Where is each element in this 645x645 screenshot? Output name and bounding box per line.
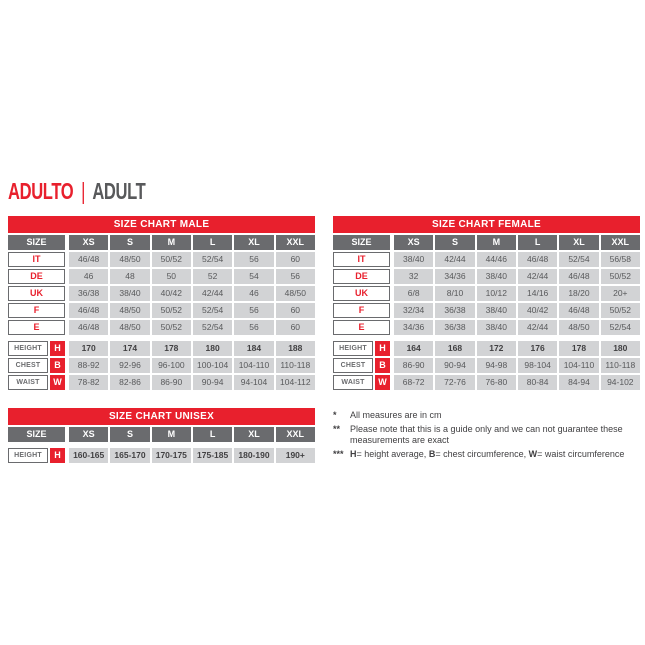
footnote-marker: *** — [333, 448, 344, 459]
size-region-label: DE — [8, 269, 65, 284]
page-title-secondary: ADULT — [92, 178, 146, 204]
size-value: 48/50 — [110, 303, 149, 318]
footnote-text: H= height average, B= chest circumference, W= waist circumference — [350, 448, 625, 459]
measure-value: 188 — [276, 341, 315, 356]
size-region-label: DE — [333, 269, 390, 284]
measure-value: 94-104 — [234, 375, 273, 390]
measure-label: WAIST — [8, 375, 48, 390]
size-value: 48/50 — [559, 320, 598, 335]
measure-value: 104-110 — [234, 358, 273, 373]
size-value: 38/40 — [477, 320, 516, 335]
size-row-de — [333, 269, 640, 284]
column-header-l: L — [193, 235, 232, 250]
column-header-s: S — [110, 427, 149, 442]
size-value: 50/52 — [601, 303, 640, 318]
column-header-s: S — [435, 235, 474, 250]
page-title — [8, 178, 145, 205]
measure-value: 174 — [110, 341, 149, 356]
measure-value: 160-165 — [69, 448, 108, 463]
size-row-e — [333, 320, 640, 335]
size-value: 20+ — [601, 286, 640, 301]
measure-value: 104-110 — [559, 358, 598, 373]
measure-badge-h: H — [50, 448, 65, 463]
measure-value: 86-90 — [152, 375, 191, 390]
size-value: 10/12 — [477, 286, 516, 301]
measure-label-group — [333, 375, 390, 390]
column-header-l: L — [518, 235, 557, 250]
size-value: 50 — [152, 269, 191, 284]
measure-value: 88-92 — [69, 358, 108, 373]
column-header-l: L — [193, 427, 232, 442]
size-value: 46/48 — [559, 269, 598, 284]
size-value: 56 — [234, 252, 273, 267]
measure-value: 76-80 — [477, 375, 516, 390]
size-value: 50/52 — [152, 252, 191, 267]
size-region-label: E — [8, 320, 65, 335]
measure-value: 170-175 — [152, 448, 191, 463]
footnotes — [333, 410, 643, 462]
measure-badge-b: B — [375, 358, 390, 373]
size-chart-female-table — [333, 216, 640, 390]
size-row-f — [333, 303, 640, 318]
size-region-label: F — [333, 303, 390, 318]
size-chart-male-table — [8, 216, 315, 390]
measure-value: 90-94 — [435, 358, 474, 373]
measure-label: WAIST — [333, 375, 373, 390]
size-value: 52/54 — [193, 320, 232, 335]
size-value: 14/16 — [518, 286, 557, 301]
measure-value: 72-76 — [435, 375, 474, 390]
measure-value: 94-102 — [601, 375, 640, 390]
measure-label: HEIGHT — [8, 341, 48, 356]
size-region-label: UK — [8, 286, 65, 301]
size-value: 50/52 — [152, 303, 191, 318]
measure-badge-b: B — [50, 358, 65, 373]
size-value: 36/38 — [435, 320, 474, 335]
measure-value: 110-118 — [601, 358, 640, 373]
footnote-guide-only — [333, 424, 643, 447]
size-row-uk — [8, 286, 315, 301]
measure-value: 190+ — [276, 448, 315, 463]
size-value: 48/50 — [276, 286, 315, 301]
size-value: 46/48 — [559, 303, 598, 318]
footnote-marker: ** — [333, 423, 341, 434]
size-value: 38/40 — [477, 269, 516, 284]
measure-label-group — [8, 448, 65, 463]
measure-value: 165-170 — [110, 448, 149, 463]
measure-badge-w: W — [50, 375, 65, 390]
measure-row-height — [333, 341, 640, 356]
column-header-xs: XS — [69, 235, 108, 250]
column-header-m: M — [152, 235, 191, 250]
size-region-label: F — [8, 303, 65, 318]
column-header-xs: XS — [394, 235, 433, 250]
measure-row-chest — [333, 358, 640, 373]
measure-value: 110-118 — [276, 358, 315, 373]
measure-badge-h: H — [50, 341, 65, 356]
size-value: 56/58 — [601, 252, 640, 267]
size-value: 32 — [394, 269, 433, 284]
column-header-xxl: XXL — [276, 235, 315, 250]
measure-value: 100-104 — [193, 358, 232, 373]
male-header-row — [8, 235, 315, 250]
measure-value: 180 — [601, 341, 640, 356]
size-region-label: IT — [8, 252, 65, 267]
size-value: 60 — [276, 252, 315, 267]
size-value: 42/44 — [193, 286, 232, 301]
footnote-text: Please note that this is a guide only and we can not guarantee these measurements are exact — [350, 423, 623, 445]
measure-value: 178 — [559, 341, 598, 356]
column-header-xl: XL — [559, 235, 598, 250]
measure-row-chest — [8, 358, 315, 373]
size-value: 40/42 — [152, 286, 191, 301]
size-value: 6/8 — [394, 286, 433, 301]
column-header-m: M — [152, 427, 191, 442]
size-value: 60 — [276, 320, 315, 335]
size-value: 38/40 — [110, 286, 149, 301]
size-value: 56 — [276, 269, 315, 284]
size-value: 46 — [69, 269, 108, 284]
size-region-label: UK — [333, 286, 390, 301]
size-value: 56 — [234, 320, 273, 335]
size-value: 46/48 — [69, 320, 108, 335]
page-title-divider: | — [81, 178, 86, 204]
measure-value: 184 — [234, 341, 273, 356]
size-row-uk — [333, 286, 640, 301]
measure-label: CHEST — [8, 358, 48, 373]
column-header-xs: XS — [69, 427, 108, 442]
column-header-xl: XL — [234, 427, 273, 442]
measure-value: 168 — [435, 341, 474, 356]
size-region-label: IT — [333, 252, 390, 267]
measure-value: 84-94 — [559, 375, 598, 390]
measure-label: CHEST — [333, 358, 373, 373]
measure-label: HEIGHT — [8, 448, 48, 463]
measure-row-height — [8, 341, 315, 356]
size-value: 52/54 — [193, 303, 232, 318]
measure-row-waist — [333, 375, 640, 390]
size-value: 50/52 — [601, 269, 640, 284]
size-value: 32/34 — [394, 303, 433, 318]
measure-row-waist — [8, 375, 315, 390]
measure-value: 164 — [394, 341, 433, 356]
size-value: 52 — [193, 269, 232, 284]
measure-value: 176 — [518, 341, 557, 356]
measure-value: 78-82 — [69, 375, 108, 390]
male-title-bar: SIZE CHART MALE — [8, 216, 315, 233]
measure-value: 172 — [477, 341, 516, 356]
female-title-bar: SIZE CHART FEMALE — [333, 216, 640, 233]
measure-value: 94-98 — [477, 358, 516, 373]
size-value: 38/40 — [477, 303, 516, 318]
size-value: 42/44 — [518, 320, 557, 335]
measure-value: 86-90 — [394, 358, 433, 373]
size-value: 8/10 — [435, 286, 474, 301]
measure-label-group — [8, 341, 65, 356]
measure-value: 98-104 — [518, 358, 557, 373]
unisex-header-row — [8, 427, 315, 442]
size-column-header: SIZE — [8, 427, 65, 442]
size-value: 46/48 — [518, 252, 557, 267]
measure-value: 92-96 — [110, 358, 149, 373]
size-row-f — [8, 303, 315, 318]
size-row-it — [333, 252, 640, 267]
size-value: 48/50 — [110, 252, 149, 267]
size-column-header: SIZE — [8, 235, 65, 250]
measure-label-group — [8, 358, 65, 373]
measure-value: 104-112 — [276, 375, 315, 390]
size-value: 54 — [234, 269, 273, 284]
size-value: 50/52 — [152, 320, 191, 335]
size-value: 36/38 — [435, 303, 474, 318]
size-row-de — [8, 269, 315, 284]
column-header-xxl: XXL — [276, 427, 315, 442]
measure-value: 68-72 — [394, 375, 433, 390]
measure-value: 96-100 — [152, 358, 191, 373]
measure-badge-h: H — [375, 341, 390, 356]
measure-label-group — [8, 375, 65, 390]
measure-label-group — [333, 341, 390, 356]
measure-value: 82-86 — [110, 375, 149, 390]
size-value: 46/48 — [69, 252, 108, 267]
size-column-header: SIZE — [333, 235, 390, 250]
size-region-label: E — [333, 320, 390, 335]
footnote-text: All measures are in cm — [350, 410, 442, 420]
unisex-title-bar: SIZE CHART UNISEX — [8, 408, 315, 425]
measure-label-group — [333, 358, 390, 373]
size-row-it — [8, 252, 315, 267]
size-value: 44/46 — [477, 252, 516, 267]
footnote-marker: * — [333, 410, 337, 420]
size-value: 52/54 — [559, 252, 598, 267]
measure-value: 80-84 — [518, 375, 557, 390]
footnote-measures-cm — [333, 410, 643, 422]
size-value: 46/48 — [69, 303, 108, 318]
size-value: 38/40 — [394, 252, 433, 267]
page-title-primary: ADULTO — [8, 178, 74, 204]
measure-value: 178 — [152, 341, 191, 356]
measure-value: 170 — [69, 341, 108, 356]
size-value: 18/20 — [559, 286, 598, 301]
measure-badge-w: W — [375, 375, 390, 390]
size-value: 40/42 — [518, 303, 557, 318]
size-value: 34/36 — [435, 269, 474, 284]
footnote-legend — [333, 449, 643, 461]
size-value: 48 — [110, 269, 149, 284]
column-header-xxl: XXL — [601, 235, 640, 250]
column-header-xl: XL — [234, 235, 273, 250]
size-value: 52/54 — [193, 252, 232, 267]
size-chart-unisex-table — [8, 408, 315, 463]
measure-value: 180-190 — [234, 448, 273, 463]
size-row-e — [8, 320, 315, 335]
measure-value: 175-185 — [193, 448, 232, 463]
female-header-row — [333, 235, 640, 250]
column-header-m: M — [477, 235, 516, 250]
measure-label: HEIGHT — [333, 341, 373, 356]
size-value: 42/44 — [518, 269, 557, 284]
measure-value: 90-94 — [193, 375, 232, 390]
size-value: 48/50 — [110, 320, 149, 335]
size-value: 52/54 — [601, 320, 640, 335]
size-value: 56 — [234, 303, 273, 318]
measure-value: 180 — [193, 341, 232, 356]
size-value: 60 — [276, 303, 315, 318]
size-value: 46 — [234, 286, 273, 301]
measure-row-height — [8, 448, 315, 463]
size-value: 42/44 — [435, 252, 474, 267]
column-header-s: S — [110, 235, 149, 250]
size-value: 36/38 — [69, 286, 108, 301]
size-value: 34/36 — [394, 320, 433, 335]
